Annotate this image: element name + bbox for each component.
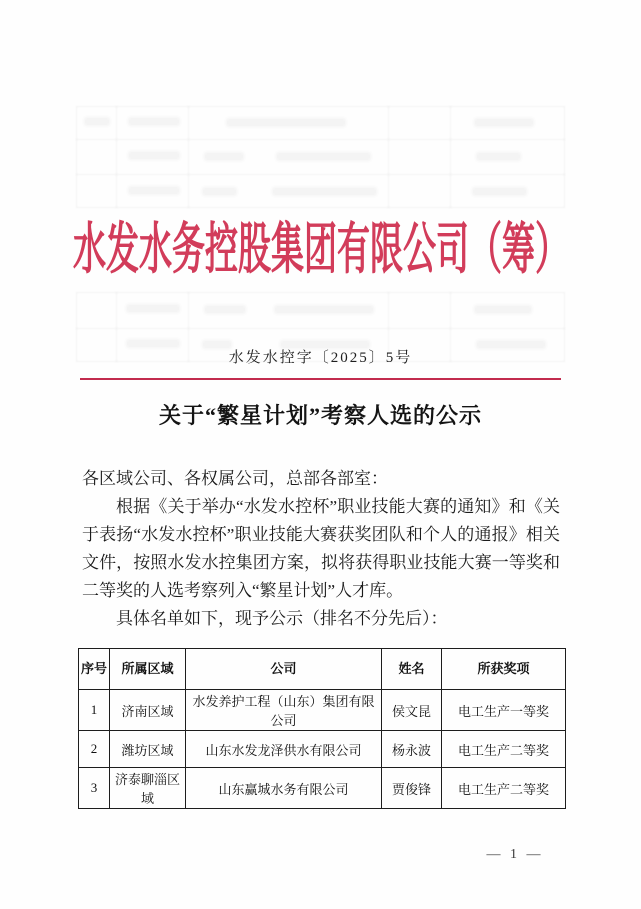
salutation: 各区域公司、各权属公司，总部各部室： bbox=[82, 469, 388, 488]
document-title: 关于“繁星计划”考察人选的公示 bbox=[158, 403, 482, 428]
cell-region: 潍坊区域 bbox=[110, 731, 186, 768]
table-header-company: 公司 bbox=[186, 649, 382, 690]
doc-number: 水发水控字〔2025〕5号 bbox=[228, 350, 413, 366]
table-header-row bbox=[79, 649, 566, 690]
cell-award: 电工生产二等奖 bbox=[442, 768, 566, 809]
table-header-name: 姓名 bbox=[382, 649, 442, 690]
cell-award: 电工生产二等奖 bbox=[442, 731, 566, 768]
body-paragraph-2: 具体名单如下，现予公示（排名不分先后）： bbox=[116, 609, 448, 628]
document-body bbox=[82, 465, 560, 633]
table-row bbox=[79, 768, 566, 809]
page-number: — 1 — bbox=[486, 847, 544, 862]
letterhead-org-title: 水发水务控股集团有限公司（筹） bbox=[73, 221, 568, 282]
cell-company: 山东水发龙泽供水有限公司 bbox=[186, 731, 382, 768]
cell-company: 山东赢城水务有限公司 bbox=[186, 768, 382, 809]
table-row bbox=[79, 690, 566, 731]
cell-name: 侯文昆 bbox=[382, 690, 442, 731]
cell-serial: 1 bbox=[79, 690, 110, 731]
table-row bbox=[79, 731, 566, 768]
bleed-through-table-artifact-top bbox=[76, 106, 565, 208]
cell-serial: 3 bbox=[79, 768, 110, 809]
table-header-award: 所获奖项 bbox=[442, 649, 566, 690]
cell-name: 贾俊锋 bbox=[382, 768, 442, 809]
cell-region: 济南区域 bbox=[110, 690, 186, 731]
cell-company: 水发养护工程（山东）集团有限公司 bbox=[186, 690, 382, 731]
cell-serial: 2 bbox=[79, 731, 110, 768]
table-header-region: 所属区域 bbox=[110, 649, 186, 690]
awards-table bbox=[78, 648, 566, 809]
table-header-serial: 序号 bbox=[79, 649, 110, 690]
cell-award: 电工生产一等奖 bbox=[442, 690, 566, 731]
red-divider-line bbox=[80, 378, 561, 380]
body-paragraph-1: 根据《关于举办“水发水控杯”职业技能大赛的通知》和《关于表扬“水发水控杯”职业技能大赛获奖团队和个人的通报》相关文件，按照水发水控集团方案，拟将获得职业技能大赛一等奖和二等奖的人选考察列入“繁星计划”人才库。 bbox=[82, 497, 560, 600]
cell-region: 济泰聊淄区域 bbox=[110, 768, 186, 809]
cell-name: 杨永波 bbox=[382, 731, 442, 768]
